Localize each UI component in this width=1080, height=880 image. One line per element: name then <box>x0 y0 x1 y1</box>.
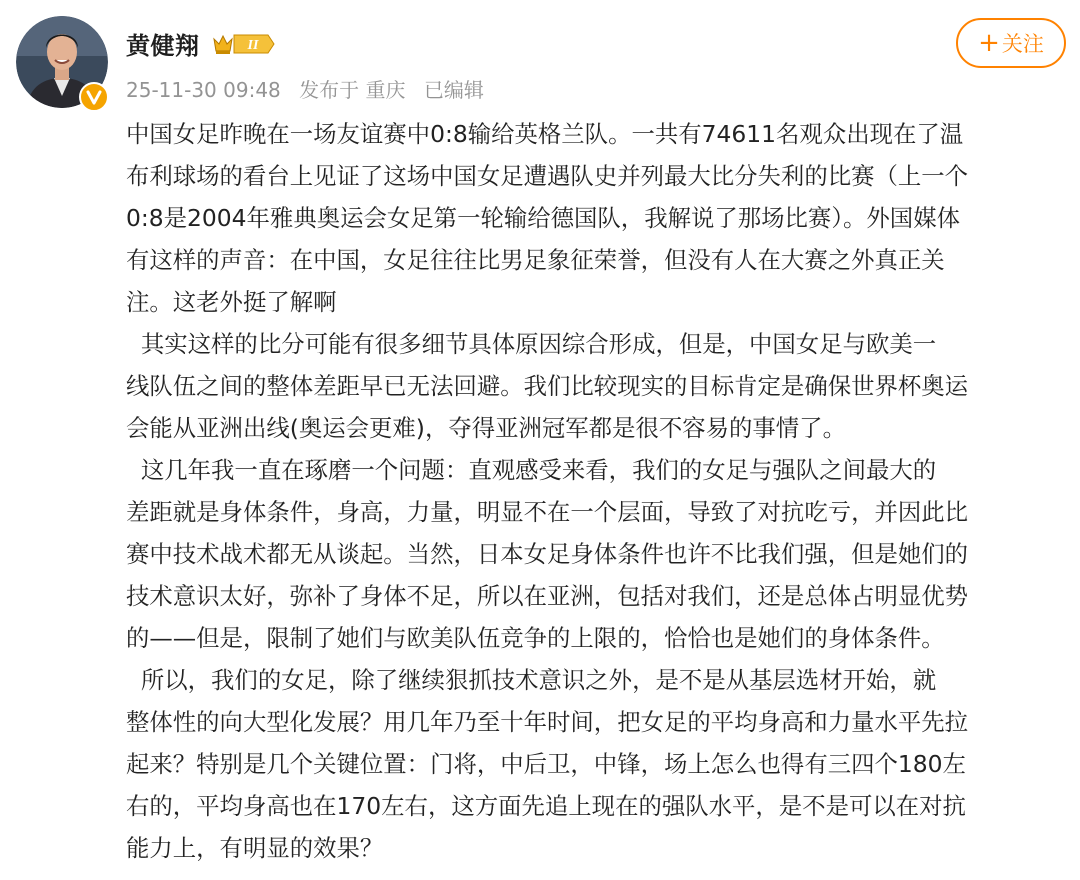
post-content <box>126 113 1070 869</box>
member-level: II <box>247 38 259 53</box>
content-line: 这几年我一直在琢磨一个问题：直观感受来看，我们的女足与强队之间最大的 <box>126 456 937 484</box>
content-line: 所以，我们的女足，除了继续狠抓技术意识之外，是不是从基层选材开始，就 <box>126 666 937 694</box>
verified-icon <box>79 82 109 112</box>
content-line: 右的，平均身高也在170左右，这方面先追上现在的强队水平，是不是可以在对抗 <box>126 792 966 820</box>
content-line: 有这样的声音：在中国，女足往往比男足象征荣誉，但没有人在大赛之外真正关 <box>126 246 945 274</box>
author-name[interactable]: 黄健翔 <box>126 32 200 60</box>
content-line: 赛中技术战术都无从谈起。当然，日本女足身体条件也许不比我们强，但是她们的 <box>126 540 969 568</box>
content-line: 注。这老外挺了解啊 <box>126 288 337 316</box>
content-line: 会能从亚洲出线(奥运会更难)，夺得亚洲冠军都是很不容易的事情了。 <box>126 414 846 442</box>
plus-icon: + <box>978 28 1000 58</box>
crown-level-badge-icon[interactable] <box>210 31 276 57</box>
content-line: 的——但是，限制了她们与欧美队伍竞争的上限的，恰恰也是她们的身体条件。 <box>126 624 945 652</box>
avatar[interactable] <box>16 16 108 108</box>
follow-button[interactable] <box>956 18 1066 68</box>
content-line: 布利球场的看台上见证了这场中国女足遭遇队史并列最大比分失利的比赛（上一个 <box>126 162 969 190</box>
content-line: 0:8是2004年雅典奥运会女足第一轮输给德国队，我解说了那场比赛）。外国媒体 <box>126 204 960 232</box>
post-meta <box>126 74 484 103</box>
content-line: 能力上，有明显的效果？ <box>126 834 384 862</box>
post-timestamp[interactable]: 25-11-30 09:48 <box>126 78 281 102</box>
content-line: 技术意识太好，弥补了身体不足，所以在亚洲，包括对我们，还是总体占明显优势 <box>126 582 969 610</box>
edited-label[interactable]: 已编辑 <box>423 78 484 102</box>
follow-label: 关注 <box>1001 32 1044 56</box>
content-line: 线队伍之间的整体差距早已无法回避。我们比较现实的目标肯定是确保世界杯奥运 <box>126 372 969 400</box>
content-line: 整体性的向大型化发展？用几年乃至十年时间，把女足的平均身高和力量水平先拉 <box>126 708 969 736</box>
content-line: 起来？特别是几个关键位置：门将，中后卫，中锋，场上怎么也得有三四个180左 <box>126 750 966 778</box>
content-line: 中国女足昨晚在一场友谊赛中0:8输给英格兰队。一共有74611名观众出现在了温 <box>126 120 964 148</box>
content-line: 其实这样的比分可能有很多细节具体原因综合形成，但是，中国女足与欧美一 <box>126 330 937 358</box>
content-line: 差距就是身体条件，身高，力量，明显不在一个层面，导致了对抗吃亏，并因此比 <box>126 498 969 526</box>
post-location: 发布于 重庆 <box>299 78 406 102</box>
